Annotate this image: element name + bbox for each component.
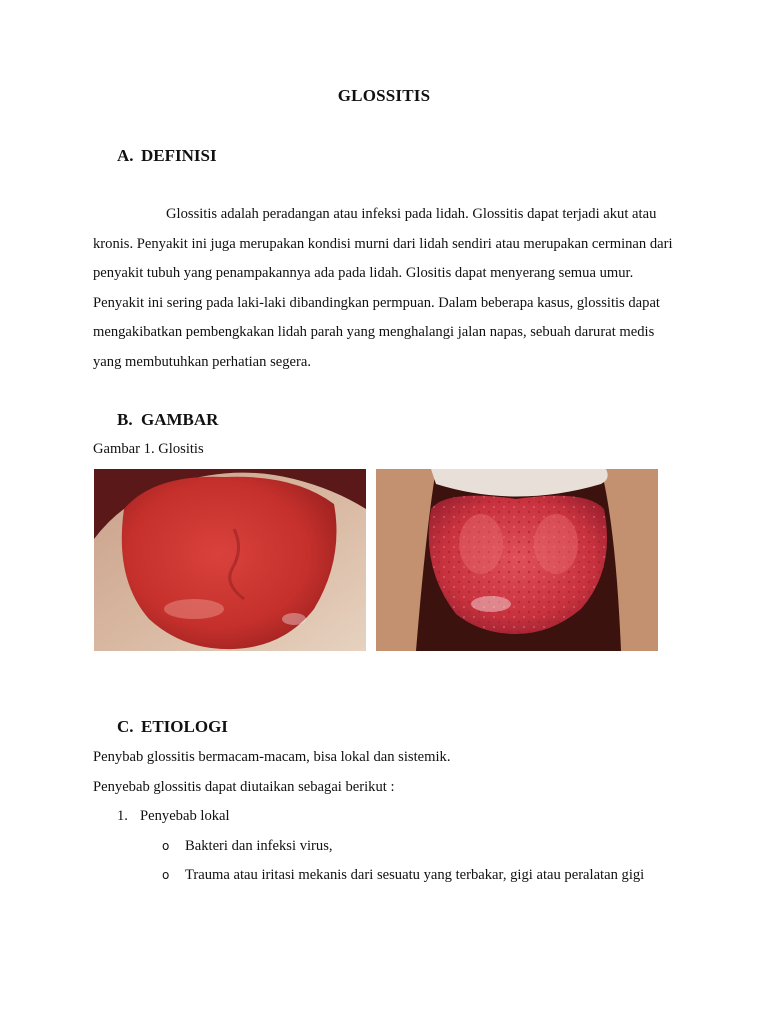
figure-caption: Gambar 1. Glositis — [93, 441, 204, 457]
etiology-line-1: Penybab glossitis bermacam-macam, bisa lokal dan sistemik. — [93, 749, 451, 765]
etiology-line-2: Penyebab glossitis dapat diutaikan sebagai berikut : — [93, 779, 395, 795]
bullet-item-2 — [162, 867, 644, 884]
bullet-circle-icon: o — [162, 839, 170, 853]
section-c-title: ETIOLOGI — [141, 717, 228, 736]
section-a-heading — [117, 146, 217, 166]
section-a-title: DEFINISI — [141, 146, 217, 165]
section-c-number: C. — [117, 717, 134, 736]
list-item-number: 1. — [117, 808, 128, 824]
section-b-title: GAMBAR — [141, 410, 219, 429]
section-b-heading — [117, 410, 218, 430]
section-b-number: B. — [117, 410, 133, 429]
section-c-heading — [117, 717, 228, 737]
definition-paragraph — [93, 200, 673, 378]
bullet-circle-icon: o — [162, 868, 170, 882]
tongue-photo-left — [94, 469, 366, 651]
bullet-item-text: Trauma atau iritasi mekanis dari sesuatu yang terbakar, gigi atau peralatan gigi — [185, 867, 645, 883]
document-title: GLOSSITIS — [337, 86, 431, 105]
bullet-item-text: Bakteri dan infeksi virus, — [185, 838, 333, 854]
section-a-number: A. — [117, 146, 134, 165]
definition-text: Glossitis adalah peradangan atau infeksi pada lidah. Glossitis dapat terjadi akut atau kronis. Penyakit ini juga merupakan kondisi murni dari lidah sendiri atau merupakan cerminan dari penyakit tubuh yang penampakannya ada pada lidah. Glositis dapat menyerang semua umur. Penyakit ini sering pada laki-laki dibandingkan permpuan. Dalam beberapa kasus, glossitis dapat mengakibatkan pembengkakan lidah parah yang menghalangi jalan napas, sebuah darurat medis yang membutuhkan perhatian segera. — [93, 206, 673, 370]
tongue-photo-right — [376, 469, 658, 651]
bullet-item-1 — [162, 838, 333, 855]
list-item-label: Penyebab lokal — [140, 808, 230, 824]
list-item-1 — [117, 808, 230, 825]
